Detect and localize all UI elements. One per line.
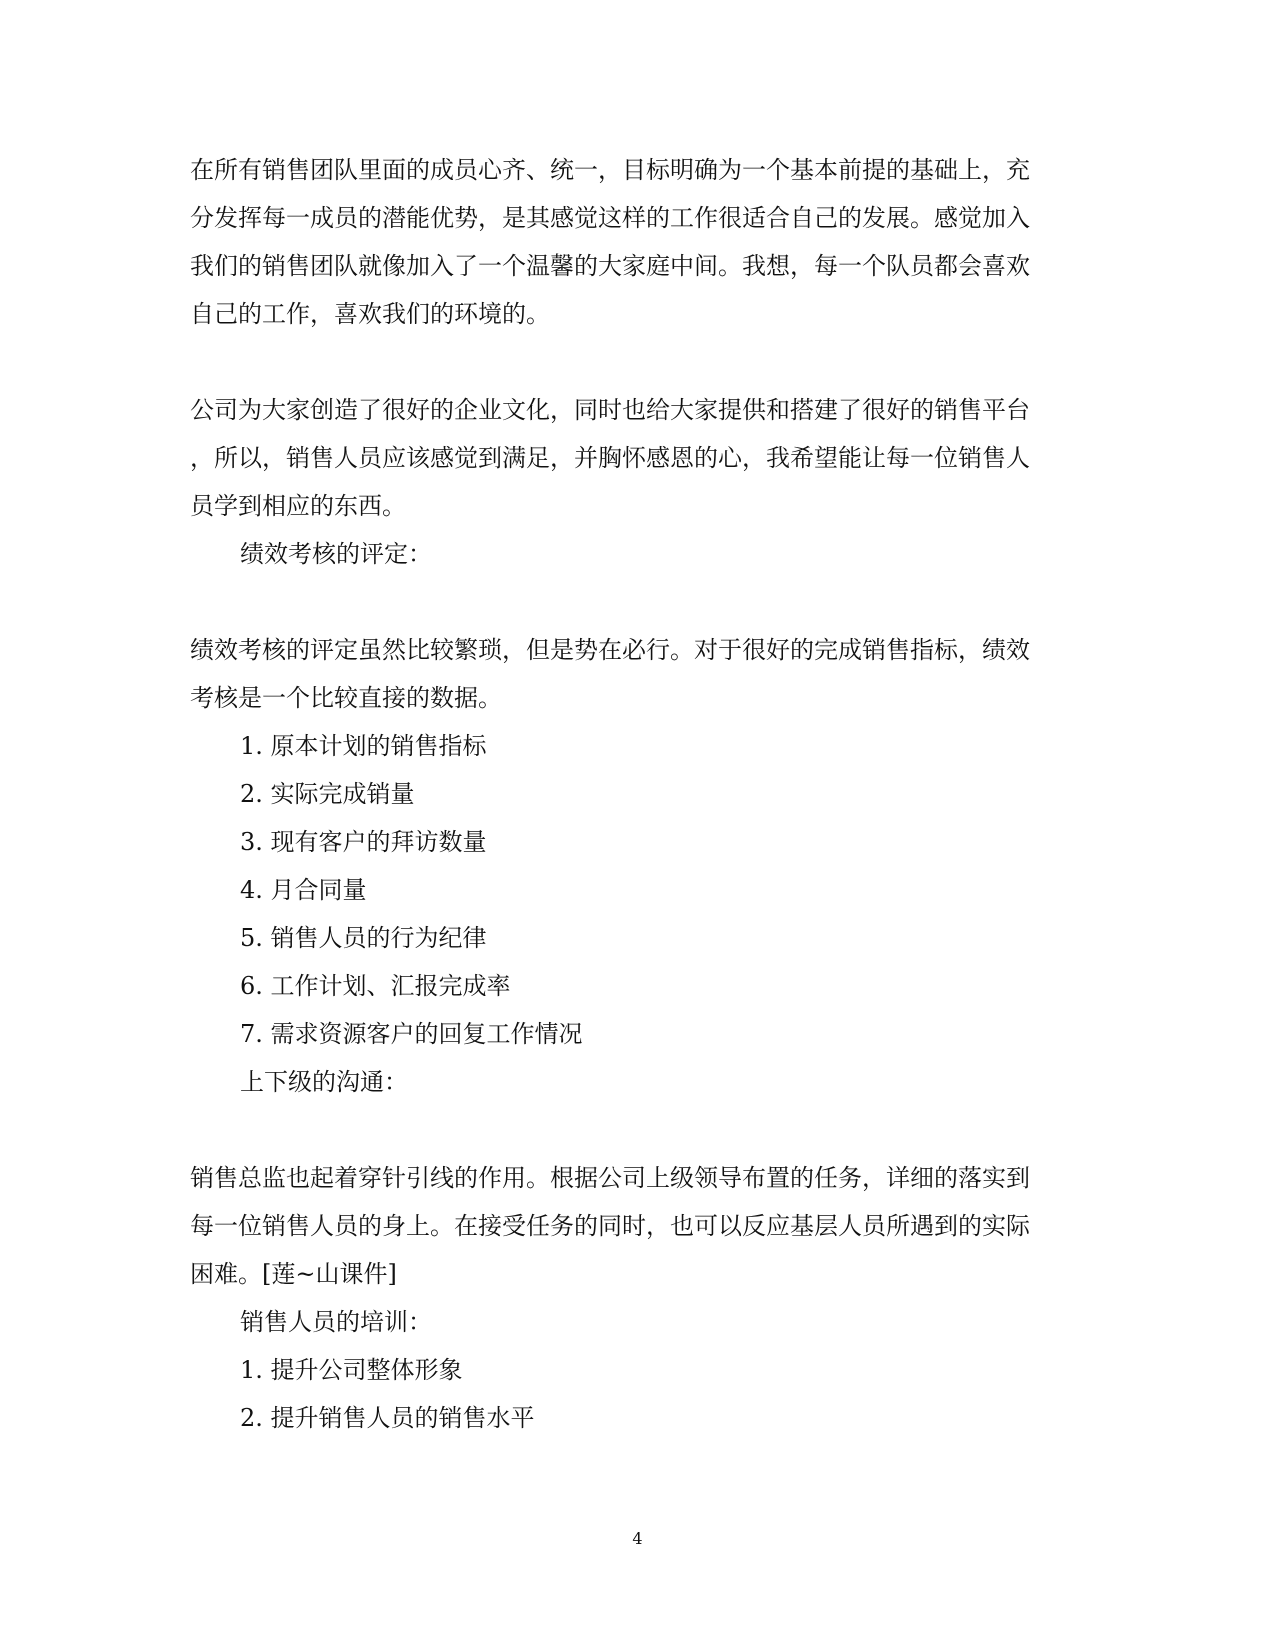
performance-item-5: 5. 销售人员的行为纪律: [240, 924, 487, 952]
paragraph-1-line-4: 自己的工作，喜欢我们的环境的。: [190, 300, 550, 328]
page-number: 4: [632, 1529, 643, 1548]
paragraph-1-line-3: 我们的销售团队就像加入了一个温馨的大家庭中间。我想，每一个队员都会喜欢: [190, 252, 1030, 280]
paragraph-4-line-1: 销售总监也起着穿针引线的作用。根据公司上级领导布置的任务，详细的落实到: [190, 1164, 1030, 1192]
performance-item-4: 4. 月合同量: [240, 876, 367, 904]
paragraph-2-line-1: 公司为大家创造了很好的企业文化，同时也给大家提供和搭建了很好的销售平台: [190, 396, 1030, 424]
heading-communication: 上下级的沟通：: [240, 1068, 408, 1096]
heading-performance: 绩效考核的评定：: [240, 540, 432, 568]
paragraph-4-line-3: 困难。[莲~山课件]: [190, 1260, 397, 1288]
paragraph-1-line-2: 分发挥每一成员的潜能优势，是其感觉这样的工作很适合自己的发展。感觉加入: [190, 204, 1030, 232]
paragraph-3-line-2: 考核是一个比较直接的数据。: [190, 684, 502, 712]
paragraph-3-line-1: 绩效考核的评定虽然比较繁琐，但是势在必行。对于很好的完成销售指标，绩效: [190, 636, 1030, 664]
performance-item-7: 7. 需求资源客户的回复工作情况: [240, 1020, 583, 1048]
performance-item-6: 6. 工作计划、汇报完成率: [240, 972, 511, 1000]
paragraph-2-line-3: 员学到相应的东西。: [190, 492, 406, 520]
performance-item-1: 1. 原本计划的销售指标: [240, 732, 487, 760]
paragraph-2-line-2: ，所以，销售人员应该感觉到满足，并胸怀感恩的心，我希望能让每一位销售人: [190, 444, 1030, 472]
training-item-2: 2. 提升销售人员的销售水平: [240, 1404, 535, 1432]
paragraph-1-line-1: 在所有销售团队里面的成员心齐、统一，目标明确为一个基本前提的基础上，充: [190, 156, 1030, 184]
performance-item-3: 3. 现有客户的拜访数量: [240, 828, 487, 856]
heading-training: 销售人员的培训：: [240, 1308, 432, 1336]
paragraph-4-line-2: 每一位销售人员的身上。在接受任务的同时，也可以反应基层人员所遇到的实际: [190, 1212, 1030, 1240]
training-item-1: 1. 提升公司整体形象: [240, 1356, 463, 1384]
performance-item-2: 2. 实际完成销量: [240, 780, 415, 808]
